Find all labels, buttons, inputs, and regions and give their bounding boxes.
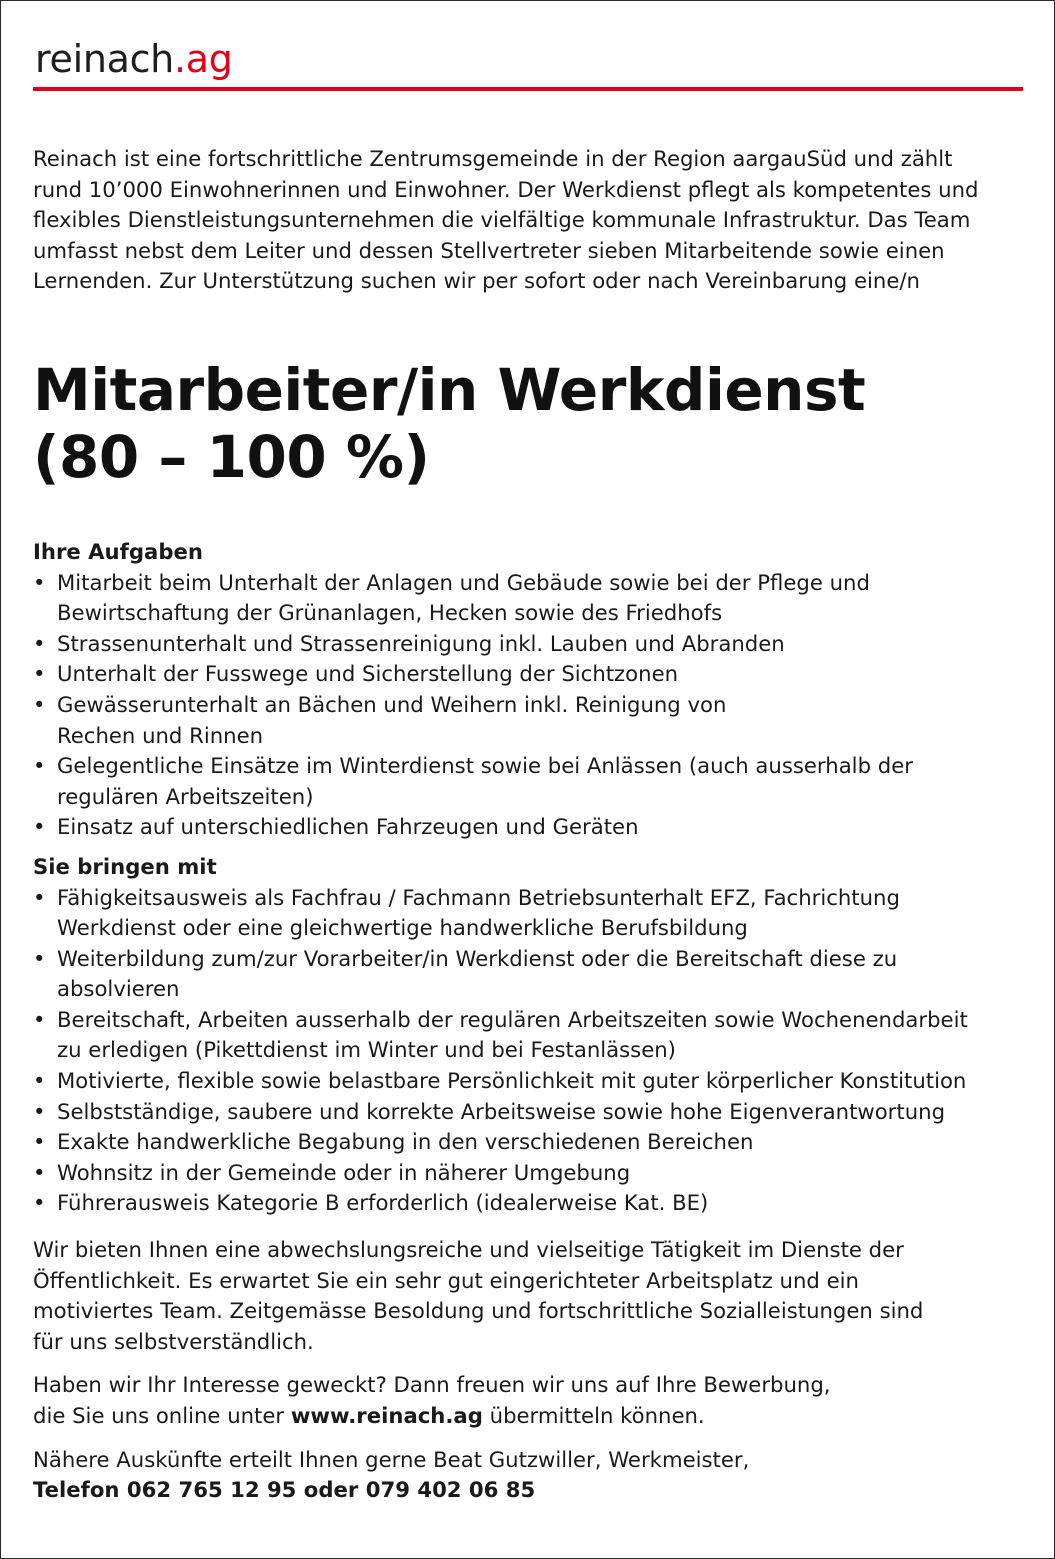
requirements-list [33, 883, 1023, 1220]
list-item-line: • Einsatz auf unterschiedlichen Fahrzeugen und Geräten [57, 814, 639, 840]
reinach-logo[interactable] [35, 36, 233, 82]
application-text: die Sie uns online unter [33, 1403, 291, 1428]
application-line: Haben wir Ihr Interesse geweckt? Dann freuen wir uns auf Ihre Bewerbung, [33, 1372, 831, 1398]
job-title-percentage: (80 – 100 %) [33, 422, 430, 491]
list-item-line: • Gewässerunterhalt an Bächen und Weihern inkl. Reinigung von [57, 691, 727, 717]
list-item [33, 883, 1023, 944]
requirements-heading: Sie bringen mit [33, 853, 217, 879]
tasks-list [33, 568, 1023, 843]
intro-line: rund 10’000 Einwohnerinnen und Einwohner. Der Werkdienst pflegt als kompetentes und [33, 176, 979, 202]
intro-line: flexibles Dienstleistungsunternehmen die vielfältige kommunale Infrastruktur. Das Team [33, 207, 971, 233]
contact-line: Nähere Auskünfte erteilt Ihnen gerne Beat Gutzwiller, Werkmeister, [33, 1446, 750, 1472]
intro-line: umfasst nebst dem Leiter und dessen Stellvertreter sieben Mitarbeitende sowie einen [33, 237, 945, 263]
offer-line: Öffentlichkeit. Es erwartet Sie ein sehr gut eingerichteter Arbeitsplatz und ein [33, 1267, 859, 1293]
list-item [33, 751, 1023, 812]
intro-line: Reinach ist eine fortschrittliche Zentrumsgemeinde in der Region aargauSüd und zählt [33, 146, 953, 171]
list-item [33, 1066, 1023, 1097]
tasks-heading: Ihre Aufgaben [33, 538, 203, 564]
list-item-line: absolvieren [57, 976, 180, 1002]
list-item-line: • Mitarbeit beim Unterhalt der Anlagen und Gebäude sowie bei der Pflege und [57, 569, 870, 595]
list-item-line: • Fähigkeitsausweis als Fachfrau / Fachmann Betriebsunterhalt EFZ, Fachrichtung [57, 884, 900, 910]
intro-line: Lernenden. Zur Unterstützung suchen wir per sofort oder nach Vereinbarung eine/n [33, 268, 920, 294]
list-item-line: • Unterhalt der Fusswege und Sicherstellung der Sichtzonen [57, 661, 679, 687]
list-item-line: • Strassenunterhalt und Strassenreinigung inkl. Lauben und Abranden [57, 630, 785, 656]
list-item-line: • Gelegentliche Einsätze im Winterdienst sowie bei Anlässen (auch ausserhalb der [57, 753, 913, 779]
application-text: übermitteln können. [482, 1403, 705, 1428]
list-item-line: • Weiterbildung zum/zur Vorarbeiter/in Werkdienst oder die Bereitschaft diese zu [57, 945, 898, 971]
list-item [33, 659, 1023, 690]
list-item-line: zu erledigen (Pikettdienst im Winter und bei Festanlässen) [57, 1037, 676, 1063]
intro-paragraph [33, 144, 1023, 297]
list-item [33, 1127, 1023, 1158]
list-item [33, 812, 1023, 843]
list-item [33, 629, 1023, 660]
offer-line: Wir bieten Ihnen eine abwechslungsreiche und vielseitige Tätigkeit im Dienste der [33, 1237, 904, 1263]
list-item-line: • Führerausweis Kategorie B erforderlich (idealerweise Kat. BE) [57, 1190, 709, 1216]
offer-line: motiviertes Team. Zeitgemässe Besoldung und fortschrittliche Sozialleistungen sind [33, 1298, 924, 1324]
offer-line: für uns selbstverständlich. [33, 1328, 314, 1354]
contact-paragraph [33, 1445, 1023, 1506]
header-divider [33, 87, 1023, 91]
logo-text-accent: .ag [173, 37, 233, 81]
list-item-line: regulären Arbeitszeiten) [57, 783, 314, 809]
list-item-line: Rechen und Rinnen [57, 722, 264, 748]
job-title-line: Mitarbeiter/in Werkdienst [33, 355, 866, 424]
list-item-line: Werkdienst oder eine gleichwertige handwerkliche Berufsbildung [57, 915, 748, 941]
application-paragraph [33, 1370, 1023, 1431]
application-line [33, 1401, 1023, 1432]
list-item-line: • Motivierte, flexible sowie belastbare Persönlichkeit mit guter körperlicher Konstitution [57, 1068, 967, 1094]
job-title [33, 357, 1023, 491]
logo-text-main: reinach [35, 37, 174, 81]
list-item [33, 1005, 1023, 1066]
list-item-line: • Exakte handwerkliche Begabung in den verschiedenen Bereichen [57, 1129, 754, 1155]
list-item [33, 1158, 1023, 1189]
website-link[interactable]: www.reinach.ag [290, 1403, 483, 1428]
phone-numbers[interactable]: Telefon 062 765 12 95 oder 079 402 06 85 [33, 1477, 536, 1503]
job-posting-body [33, 144, 1023, 1506]
list-item [33, 568, 1023, 629]
offer-paragraph [33, 1235, 1023, 1357]
list-item [33, 1097, 1023, 1128]
list-item-line: • Bereitschaft, Arbeiten ausserhalb der regulären Arbeitszeiten sowie Wochenendarbeit [57, 1006, 968, 1032]
list-item-line: • Wohnsitz in der Gemeinde oder in näherer Umgebung [57, 1159, 631, 1185]
list-item-line: • Selbstständige, saubere und korrekte Arbeitsweise sowie hohe Eigenverantwortung [57, 1098, 946, 1124]
list-item [33, 1188, 1023, 1219]
list-item-line: Bewirtschaftung der Grünanlagen, Hecken sowie des Friedhofs [57, 600, 723, 626]
list-item [33, 944, 1023, 1005]
list-item [33, 690, 1023, 751]
